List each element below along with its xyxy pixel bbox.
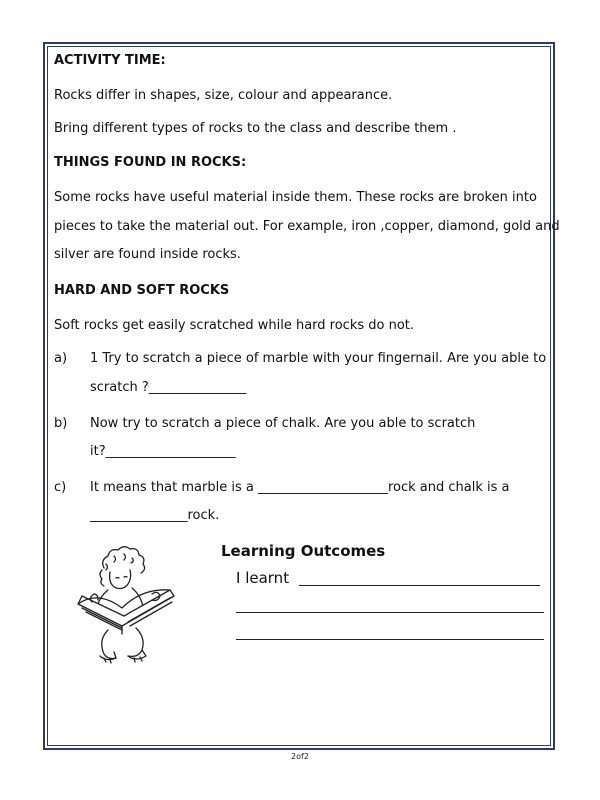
hard-soft-intro: Soft rocks get easily scratched while hard rocks do not.: [54, 318, 415, 333]
answer-line-1[interactable]: [299, 585, 540, 586]
activity-line-2: Bring different types of rocks to the class and describe them .: [54, 121, 457, 136]
activity-heading: ACTIVITY TIME:: [54, 53, 166, 68]
question-b-label: b): [54, 416, 68, 431]
child-reading-book-icon: [74, 546, 184, 668]
question-c-line-1[interactable]: It means that marble is a ____________________rock and chalk is a: [90, 480, 510, 495]
question-b-line-1: Now try to scratch a piece of chalk. Are you able to scratch: [90, 416, 476, 431]
question-c-label: c): [54, 480, 67, 495]
things-line-3: silver are found inside rocks.: [54, 247, 241, 262]
things-line-1: Some rocks have useful material inside them. These rocks are broken into: [54, 190, 537, 205]
answer-line-2[interactable]: [236, 612, 544, 613]
question-a-line-2[interactable]: scratch ?_______________: [90, 380, 247, 395]
question-a-label: a): [54, 351, 68, 366]
question-b-line-2[interactable]: it?____________________: [90, 444, 236, 459]
learning-outcomes-title: Learning Outcomes: [221, 542, 386, 560]
question-c-line-2[interactable]: _______________rock.: [90, 508, 220, 523]
learning-outcomes-prompt: I learnt: [236, 569, 290, 587]
things-heading: THINGS FOUND IN ROCKS:: [54, 155, 247, 170]
activity-line-1: Rocks differ in shapes, size, colour and appearance.: [54, 88, 393, 103]
things-line-2: pieces to take the material out. For example, iron ,copper, diamond, gold and: [54, 219, 560, 234]
hard-soft-heading: HARD AND SOFT ROCKS: [54, 283, 230, 298]
answer-line-3[interactable]: [236, 639, 544, 640]
question-a-line-1: 1 Try to scratch a piece of marble with your fingernail. Are you able to: [90, 351, 547, 366]
page-number: 2of2: [291, 752, 309, 761]
